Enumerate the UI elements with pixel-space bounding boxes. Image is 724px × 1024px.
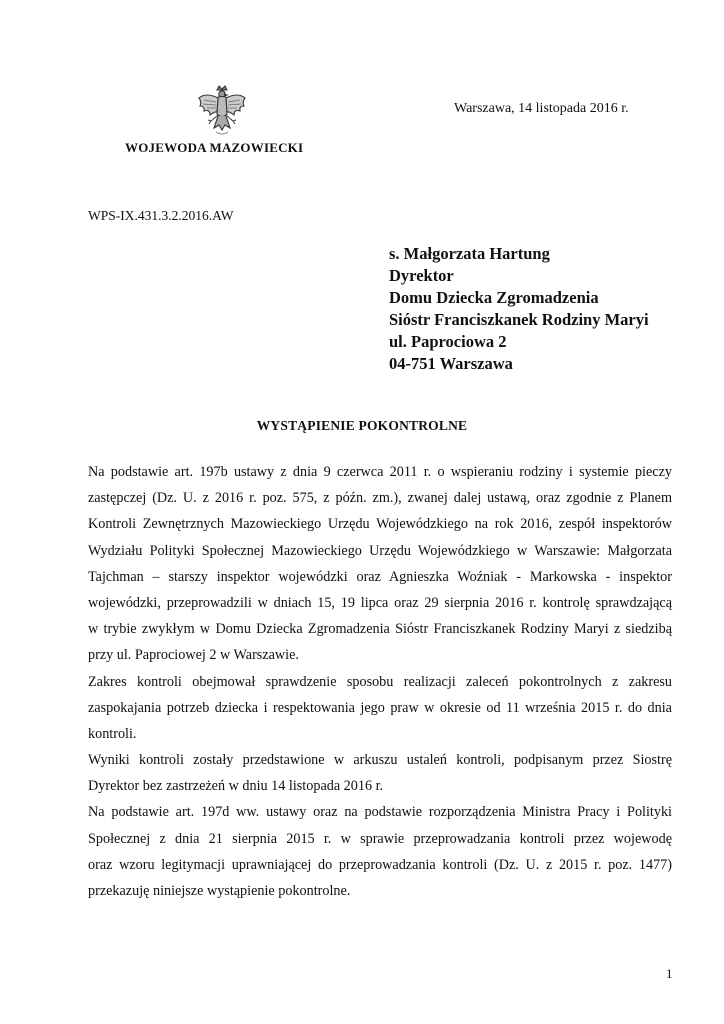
reference-number: WPS-IX.431.3.2.2016.AW bbox=[88, 208, 234, 223]
recipient-position: Dyrektor bbox=[389, 266, 454, 285]
body-line: kontroli. bbox=[88, 725, 137, 742]
body-line: zaspokajania potrzeb dziecka i respektowania jego praw w okresie od 11 września 2015 r. do dnia bbox=[88, 699, 672, 716]
page-number: 1 bbox=[666, 966, 673, 981]
document-body bbox=[88, 459, 672, 904]
body-line: Kontroli Zewnętrznych Mazowieckiego Urzędu Wojewódzkiego na rok 2016, zespół inspektorów bbox=[88, 516, 672, 533]
body-line: Wyniki kontroli zostały przedstawione w arkuszu ustaleń kontroli, podpisanym przez Siostrę bbox=[88, 752, 672, 769]
recipient-street: ul. Paprociowa 2 bbox=[389, 332, 507, 351]
document-title: WYSTĄPIENIE POKONTROLNE bbox=[256, 418, 468, 433]
body-line: Na podstawie art. 197d ww. ustawy oraz na podstawie rozporządzenia Ministra Pracy i Polityki bbox=[88, 804, 672, 821]
body-line: Społecznej z dnia 21 sierpnia 2015 r. w sprawie przeprowadzania kontroli przez wojewodę bbox=[88, 830, 672, 847]
body-line: Na podstawie art. 197b ustawy z dnia 9 czerwca 2011 r. o wspieraniu rodziny i systemie pieczy bbox=[88, 464, 672, 480]
recipient-name: s. Małgorzata Hartung bbox=[389, 244, 550, 263]
polish-eagle-emblem-icon bbox=[196, 84, 248, 140]
issuer-name: WOJEWODA MAZOWIECKI bbox=[125, 140, 304, 155]
body-line: Tajchman – starszy inspektor wojewódzki oraz Agnieszka Woźniak - Markowska - inspektor bbox=[88, 568, 672, 585]
body-line: przekazuję niniejsze wystąpienie pokontrolne. bbox=[88, 883, 351, 899]
body-line: zastępczej (Dz. U. z 2016 r. poz. 575, z późn. zm.), zwanej dalej ustawą, oraz zgodnie z Planem bbox=[88, 490, 672, 507]
body-line: oraz wzoru legitymacji uprawniającej do przeprowadzania kontroli (Dz. U. z 2015 r. poz. 1477) bbox=[88, 856, 672, 873]
body-line: Dyrektor bez zastrzeżeń w dniu 14 listopada 2016 r. bbox=[88, 778, 384, 795]
recipient-city: 04-751 Warszawa bbox=[389, 354, 513, 373]
body-line: Zakres kontroli obejmował sprawdzenie sposobu realizacji zaleceń pokontrolnych z zakresu bbox=[88, 673, 672, 690]
body-line: wojewódzki, przeprowadzili w dniach 15, 19 lipca oraz 29 sierpnia 2016 r. kontrolę sprawdzającą bbox=[88, 594, 672, 611]
body-line: w trybie zwykłym w Domu Dziecka Zgromadzenia Sióstr Franciszkanek Rodziny Maryi z siedzibą bbox=[88, 621, 672, 638]
recipient-institution-line-1: Domu Dziecka Zgromadzenia bbox=[389, 288, 599, 307]
place-and-date: Warszawa, 14 listopada 2016 r. bbox=[454, 101, 629, 116]
body-line: przy ul. Paprociowej 2 w Warszawie. bbox=[88, 647, 299, 664]
recipient-institution-line-2: Sióstr Franciszkanek Rodziny Maryi bbox=[389, 310, 649, 329]
body-line: Wydziału Polityki Społecznej Mazowieckiego Urzędu Wojewódzkiego w Warszawie: Małgorzata bbox=[88, 542, 672, 559]
recipient-address-block bbox=[389, 243, 649, 375]
